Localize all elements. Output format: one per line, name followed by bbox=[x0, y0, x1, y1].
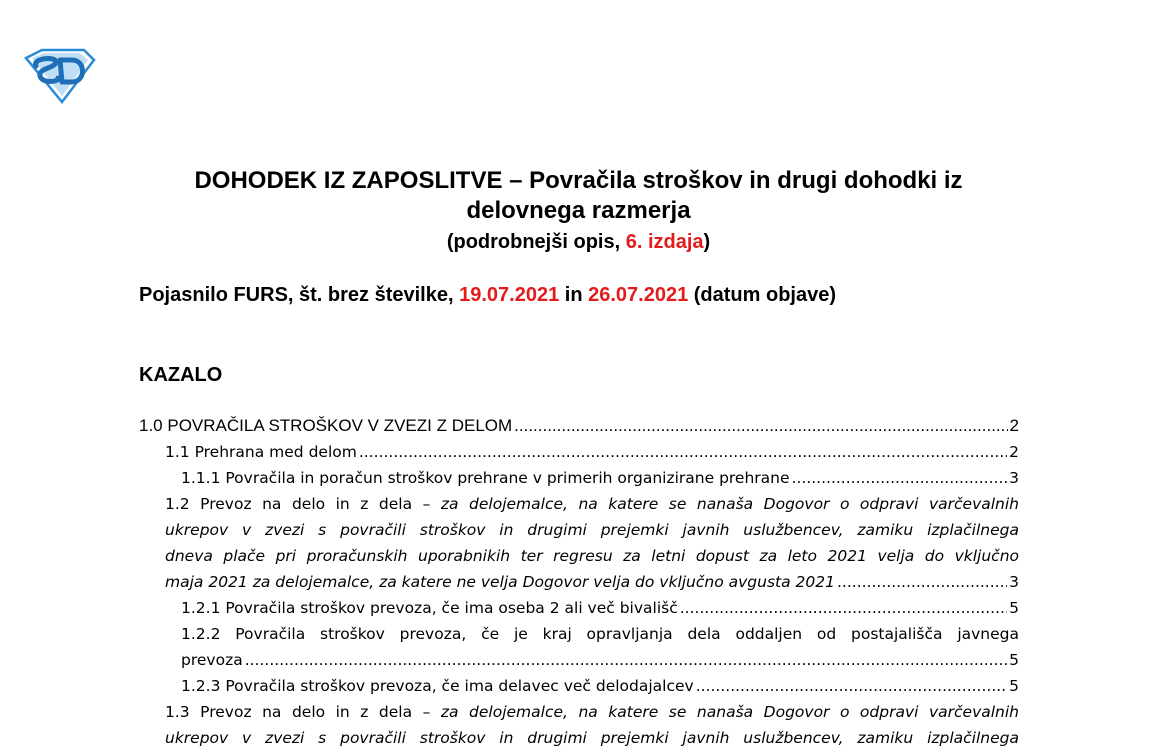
toc-entry-line bbox=[165, 569, 1019, 595]
toc-entry-label-italic: ukrepov v zvezi s povračili stroškov in drugimi prejemki javnih uslužbencev, zamiku izplačilnega bbox=[165, 729, 1019, 747]
toc-leader-dots bbox=[359, 439, 1007, 465]
toc-leader-dots bbox=[514, 413, 1007, 439]
toc-entry-label: 1.3 Prevoz na delo in z dela – bbox=[165, 703, 441, 721]
toc-entry-label: 1.0 POVRAČILA STROŠKOV V ZVEZI Z DELOM bbox=[139, 416, 513, 435]
document-subtitle bbox=[0, 229, 1157, 255]
reference-text: Pojasnilo FURS, št. brez številke, bbox=[139, 284, 460, 306]
toc-leader-dots bbox=[680, 595, 1007, 621]
furs-reference bbox=[139, 282, 836, 308]
sd-shield-logo-icon bbox=[22, 48, 96, 104]
toc-entry-label: 1.2 Prevoz na delo in z dela – bbox=[165, 495, 441, 513]
toc-entry-label: 1.2.2 Povračila stroškov prevoza, če je kraj opravljanja dela oddaljen od postajališča javnega bbox=[181, 625, 1019, 643]
toc-entry-label-italic: za delojemalce, na katere se nanaša Dogovor o odpravi varčevalnih bbox=[440, 495, 1019, 513]
toc-page-number: 3 bbox=[1009, 573, 1019, 591]
toc-leader-dots bbox=[792, 465, 1008, 491]
reference-date-1: 19.07.2021 bbox=[459, 284, 560, 306]
toc-entry-1-1[interactable] bbox=[165, 439, 1019, 465]
toc-entry-1-2-1[interactable] bbox=[181, 595, 1019, 621]
subtitle-text: (podrobnejši opis, bbox=[446, 231, 626, 253]
toc-heading: KAZALO bbox=[139, 364, 223, 386]
reference-date-2: 26.07.2021 bbox=[588, 284, 689, 306]
document-title-line1: DOHODEK IZ ZAPOSLITVE – Povračila stroškov in drugi dohodki iz bbox=[194, 167, 963, 194]
edition-label: 6. izdaja bbox=[625, 231, 704, 253]
toc-entry-label: prevoza bbox=[181, 651, 243, 669]
toc-entry-line bbox=[165, 517, 1019, 543]
subtitle-close: ) bbox=[703, 231, 711, 253]
reference-suffix: (datum objave) bbox=[688, 284, 837, 306]
toc-page-number: 3 bbox=[1009, 469, 1019, 487]
toc-page-number: 5 bbox=[1009, 599, 1019, 617]
reference-and: in bbox=[559, 284, 589, 306]
toc-page-number: 2 bbox=[1009, 443, 1019, 461]
toc-leader-dots bbox=[245, 647, 1007, 673]
toc-entry-label: 1.1 Prehrana med delom bbox=[165, 443, 357, 461]
toc-leader-dots bbox=[696, 673, 1007, 699]
toc-entry-label: 1.2.1 Povračila stroškov prevoza, če ima oseba 2 ali več bivališč bbox=[181, 599, 678, 617]
toc-entry-1-0[interactable] bbox=[139, 413, 1019, 439]
toc-entry-line bbox=[181, 647, 1019, 673]
toc-leader-dots bbox=[837, 569, 1007, 595]
toc-entry-label: 1.1.1 Povračila in poračun stroškov prehrane v primerih organizirane prehrane bbox=[181, 469, 790, 487]
toc-entry-line bbox=[165, 491, 1019, 517]
toc-page-number: 2 bbox=[1009, 416, 1019, 435]
toc-entry-label-italic: dneva plače pri proračunskih uporabnikih ter regresu za letni dopust za leto 2021 velja do vključno bbox=[165, 547, 1019, 565]
toc-page-number: 5 bbox=[1009, 677, 1019, 695]
toc-entry-label-italic: ukrepov v zvezi s povračili stroškov in drugimi prejemki javnih uslužbencev, zamiku izplačilnega bbox=[165, 521, 1019, 539]
toc-entry-line bbox=[165, 543, 1019, 569]
toc-entry-label: 1.2.3 Povračila stroškov prevoza, če ima delavec več delodajalcev bbox=[181, 677, 694, 695]
toc-entry-label-italic: za delojemalce, na katere se nanaša Dogovor o odpravi varčevalnih bbox=[440, 703, 1019, 721]
toc-entry-1-1-1[interactable] bbox=[181, 465, 1019, 491]
document-title-line2: delovnega razmerja bbox=[466, 197, 691, 224]
toc-entry-label-italic: maja 2021 za delojemalce, za katere ne velja Dogovor velja do vključno avgusta 2021 bbox=[165, 573, 835, 591]
toc-entry-1-2-3[interactable] bbox=[181, 673, 1019, 699]
toc-entry-line bbox=[165, 699, 1019, 725]
toc-page-number: 5 bbox=[1009, 651, 1019, 669]
toc-entry-line bbox=[165, 725, 1019, 751]
toc-entry-line bbox=[181, 621, 1019, 647]
